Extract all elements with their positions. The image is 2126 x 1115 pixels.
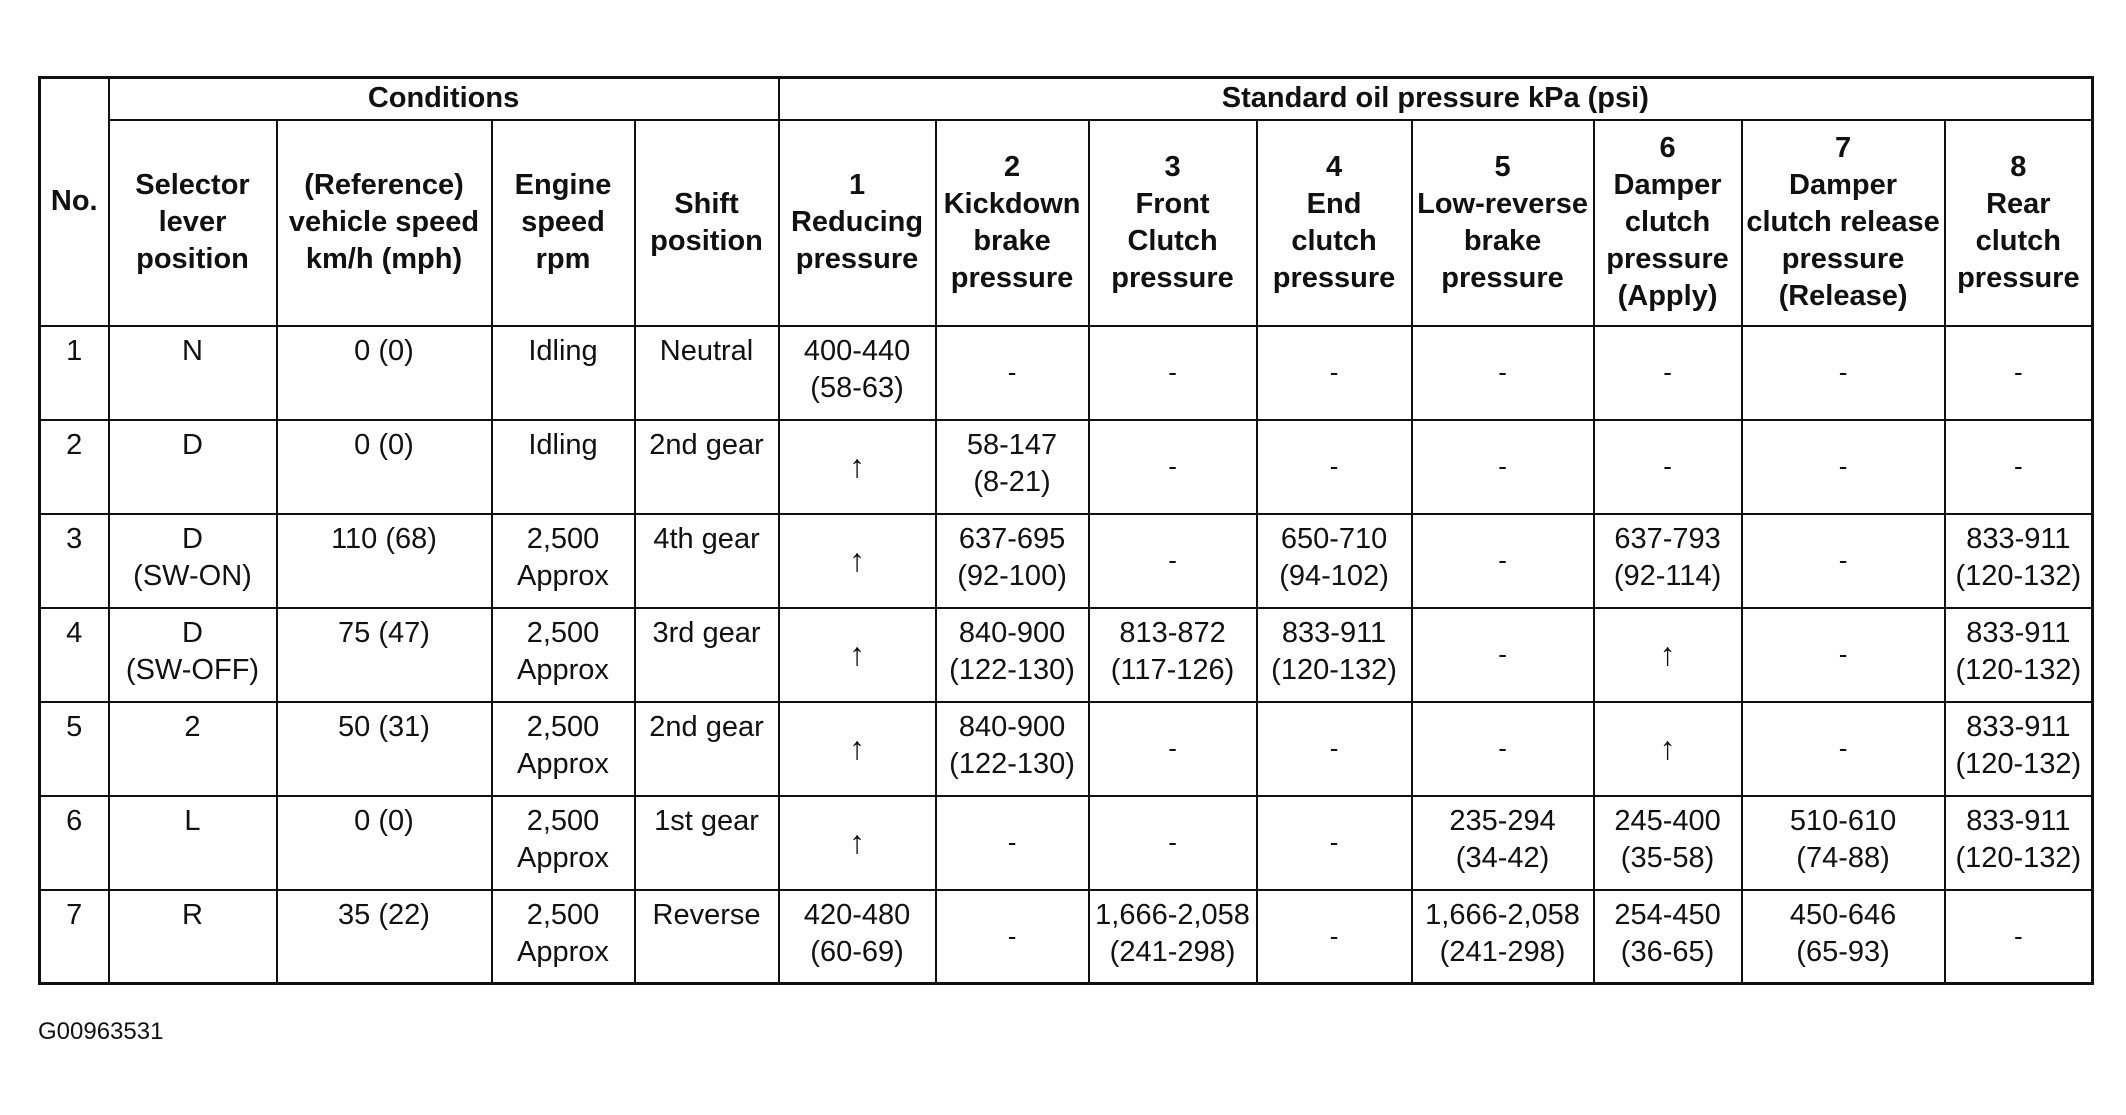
header-line: (Apply) bbox=[1617, 280, 1718, 312]
cell-line: 110 (68) bbox=[331, 522, 437, 555]
cell-line: 3 bbox=[66, 522, 83, 555]
cell-line: ↑ bbox=[849, 730, 866, 766]
cell-line: 2,500 bbox=[526, 898, 600, 931]
cell-line: 637-695 bbox=[958, 522, 1066, 555]
cell-line: 0 (0) bbox=[354, 428, 414, 461]
row-number-cell bbox=[40, 420, 109, 514]
cell-line: Approx bbox=[517, 559, 609, 592]
cell-line: - bbox=[1498, 451, 1507, 481]
cell-line: (36-65) bbox=[1620, 935, 1715, 968]
cell-line: 0 (0) bbox=[354, 334, 414, 367]
cell-line: Idling bbox=[528, 334, 598, 367]
pressure-column-header-8 bbox=[1945, 120, 2093, 326]
header-line: brake bbox=[973, 224, 1051, 257]
cell-line: (SW-ON) bbox=[133, 559, 252, 592]
cell-line: - bbox=[2014, 920, 2023, 951]
kickdown-brake-pressure-cell bbox=[936, 890, 1089, 984]
cell-line: 510-610 bbox=[1789, 804, 1897, 837]
kickdown-brake-pressure-cell bbox=[936, 420, 1089, 514]
cell-line: - bbox=[1007, 920, 1017, 951]
cell-line: Approx bbox=[517, 841, 609, 874]
vehicle-speed-cell bbox=[277, 608, 492, 702]
cell-line: 2nd gear bbox=[649, 428, 764, 461]
cell-line: ↑ bbox=[849, 448, 866, 484]
damper-clutch-apply-pressure-cell bbox=[1594, 890, 1742, 984]
rear-clutch-pressure-cell bbox=[1945, 420, 2093, 514]
selector-lever-position-cell bbox=[109, 702, 277, 796]
cell-line: (241-298) bbox=[1109, 935, 1236, 968]
cell-line: 75 (47) bbox=[338, 616, 430, 649]
cell-line: 254-450 bbox=[1614, 898, 1721, 931]
shift-position-cell bbox=[635, 420, 779, 514]
cell-line: 400-440 bbox=[803, 334, 911, 367]
end-clutch-pressure-cell bbox=[1257, 608, 1412, 702]
pressure-column-header-7 bbox=[1742, 120, 1945, 326]
pressure-column-number: 7 bbox=[1834, 132, 1852, 164]
standard-oil-pressure-group-header: Standard oil pressure kPa (psi) bbox=[779, 78, 2093, 120]
header-line: Selector bbox=[135, 169, 250, 201]
header-line: position bbox=[136, 243, 249, 275]
cell-line: 50 (31) bbox=[338, 710, 430, 743]
cell-line: Approx bbox=[517, 747, 609, 780]
rear-clutch-pressure-cell bbox=[1945, 890, 2093, 984]
cell-line: D bbox=[182, 428, 203, 461]
cell-line: - bbox=[1168, 357, 1177, 387]
cell-line: R bbox=[182, 898, 203, 931]
cell-line: - bbox=[1168, 827, 1177, 857]
cell-line: - bbox=[1329, 827, 1339, 857]
cell-line: - bbox=[1498, 733, 1507, 763]
row-number-cell bbox=[40, 890, 109, 984]
cell-line: - bbox=[1498, 545, 1507, 575]
selector-lever-position-cell bbox=[109, 890, 277, 984]
end-clutch-pressure-cell bbox=[1257, 420, 1412, 514]
rear-clutch-pressure-cell bbox=[1945, 796, 2093, 890]
cell-line: 2,500 bbox=[526, 804, 600, 837]
cell-line: - bbox=[2014, 357, 2023, 387]
cell-line: 4th gear bbox=[653, 522, 760, 555]
header-line: vehicle speed bbox=[288, 206, 480, 238]
vehicle-speed-cell bbox=[277, 796, 492, 890]
cell-line: (120-132) bbox=[1271, 653, 1397, 686]
header-line: km/h (mph) bbox=[305, 243, 463, 275]
cell-line: (74-88) bbox=[1796, 841, 1890, 874]
damper-clutch-release-pressure-cell bbox=[1742, 890, 1945, 984]
vehicle-speed-cell bbox=[277, 326, 492, 420]
end-clutch-pressure-cell bbox=[1257, 702, 1412, 796]
cell-line: (58-63) bbox=[810, 371, 904, 404]
rear-clutch-pressure-cell bbox=[1945, 608, 2093, 702]
cell-line: (241-298) bbox=[1439, 935, 1566, 968]
cell-line: Approx bbox=[517, 653, 609, 686]
table-row bbox=[40, 326, 2093, 420]
low-reverse-brake-pressure-cell bbox=[1412, 420, 1594, 514]
cell-line: (35-58) bbox=[1620, 841, 1715, 874]
header-line: pressure bbox=[950, 261, 1074, 294]
cell-line: - bbox=[1329, 920, 1339, 951]
cell-line: 1,666-2,058 bbox=[1095, 898, 1250, 931]
damper-clutch-release-pressure-cell bbox=[1742, 326, 1945, 420]
cell-line: Neutral bbox=[659, 334, 754, 367]
cell-line: 833-911 bbox=[1281, 616, 1387, 649]
vehicle-speed-cell bbox=[277, 514, 492, 608]
header-line: rpm bbox=[535, 243, 591, 275]
rear-clutch-pressure-cell bbox=[1945, 702, 2093, 796]
damper-clutch-apply-pressure-cell bbox=[1594, 514, 1742, 608]
header-line: pressure bbox=[1111, 261, 1234, 294]
cell-line: - bbox=[1168, 545, 1177, 575]
cell-line: - bbox=[1498, 357, 1507, 387]
front-clutch-pressure-cell bbox=[1089, 420, 1257, 514]
reducing-pressure-cell bbox=[779, 514, 936, 608]
cell-line: (120-132) bbox=[1955, 747, 2082, 780]
cell-line: 2,500 bbox=[526, 522, 600, 555]
rear-clutch-pressure-cell bbox=[1945, 326, 2093, 420]
engine-speed-cell bbox=[492, 890, 635, 984]
rear-clutch-pressure-cell bbox=[1945, 514, 2093, 608]
front-clutch-pressure-cell bbox=[1089, 514, 1257, 608]
header-line: lever bbox=[158, 206, 227, 238]
table-row bbox=[40, 514, 2093, 608]
pressure-column-header-4 bbox=[1257, 120, 1412, 326]
cell-line: 245-400 bbox=[1614, 804, 1721, 837]
cell-line: (120-132) bbox=[1955, 841, 2082, 874]
selector-lever-position-cell bbox=[109, 514, 277, 608]
row-number-cell bbox=[40, 608, 109, 702]
cell-line: 833-911 bbox=[1966, 804, 2071, 837]
row-number-cell bbox=[40, 702, 109, 796]
end-clutch-pressure-cell bbox=[1257, 514, 1412, 608]
engine-speed-cell bbox=[492, 702, 635, 796]
damper-clutch-release-pressure-cell bbox=[1742, 796, 1945, 890]
pressure-column-header-5 bbox=[1412, 120, 1594, 326]
low-reverse-brake-pressure-cell bbox=[1412, 326, 1594, 420]
cell-line: N bbox=[182, 334, 203, 367]
cell-line: 840-900 bbox=[958, 710, 1066, 743]
pressure-column-number: 3 bbox=[1164, 150, 1181, 183]
cell-line: (92-100) bbox=[957, 559, 1067, 592]
cell-line: - bbox=[1329, 357, 1339, 387]
shift-position-cell bbox=[635, 608, 779, 702]
reducing-pressure-cell bbox=[779, 890, 936, 984]
cell-line: 7 bbox=[66, 898, 83, 931]
cell-line: - bbox=[1838, 733, 1848, 763]
vehicle-speed-cell bbox=[277, 702, 492, 796]
cell-line: 2,500 bbox=[526, 616, 600, 649]
pressure-column-number: 1 bbox=[848, 169, 866, 201]
shift-position-header bbox=[635, 120, 779, 326]
row-number-cell bbox=[40, 796, 109, 890]
cell-line: 1st gear bbox=[654, 804, 759, 837]
cell-line: - bbox=[1329, 733, 1339, 763]
cell-line: D bbox=[182, 522, 203, 555]
damper-clutch-apply-pressure-cell bbox=[1594, 796, 1742, 890]
damper-clutch-apply-pressure-cell bbox=[1594, 608, 1742, 702]
header-line: pressure bbox=[1606, 243, 1729, 275]
header-line: Damper bbox=[1613, 169, 1722, 201]
front-clutch-pressure-cell bbox=[1089, 702, 1257, 796]
pressure-column-number: 5 bbox=[1494, 150, 1511, 183]
cell-line: - bbox=[1838, 357, 1848, 387]
cell-line: 2 bbox=[184, 710, 201, 743]
cell-line: - bbox=[2014, 451, 2023, 481]
no-column-header: No. bbox=[40, 78, 109, 326]
cell-line: 3rd gear bbox=[652, 616, 761, 649]
row-number-cell bbox=[40, 514, 109, 608]
damper-clutch-release-pressure-cell bbox=[1742, 420, 1945, 514]
header-line: pressure bbox=[1272, 261, 1396, 294]
cell-line: D bbox=[182, 616, 203, 649]
damper-clutch-release-pressure-cell bbox=[1742, 702, 1945, 796]
engine-speed-cell bbox=[492, 608, 635, 702]
selector-lever-position-cell bbox=[109, 420, 277, 514]
end-clutch-pressure-cell bbox=[1257, 796, 1412, 890]
header-line: speed bbox=[521, 206, 605, 238]
kickdown-brake-pressure-cell bbox=[936, 796, 1089, 890]
header-line: Low-reverse bbox=[1417, 187, 1588, 220]
header-line: pressure bbox=[1781, 243, 1905, 275]
cell-line: 420-480 bbox=[803, 898, 911, 931]
header-line: pressure bbox=[1957, 261, 2080, 294]
reducing-pressure-cell bbox=[779, 420, 936, 514]
table-row bbox=[40, 420, 2093, 514]
table-row bbox=[40, 608, 2093, 702]
cell-line: (60-69) bbox=[810, 935, 904, 968]
cell-line: 2 bbox=[66, 428, 83, 461]
pressure-column-header-6 bbox=[1594, 120, 1742, 326]
reducing-pressure-cell bbox=[779, 326, 936, 420]
cell-line: Approx bbox=[517, 935, 609, 968]
cell-line: - bbox=[1168, 733, 1177, 763]
cell-line: ↑ bbox=[849, 636, 866, 672]
cell-line: 0 (0) bbox=[354, 804, 414, 837]
cell-line: 58-147 bbox=[966, 428, 1058, 461]
header-line: position bbox=[650, 224, 763, 257]
cell-line: (92-114) bbox=[1613, 559, 1722, 592]
cell-line: (122-130) bbox=[949, 747, 1075, 780]
header-line: Reducing bbox=[790, 206, 924, 238]
front-clutch-pressure-cell bbox=[1089, 796, 1257, 890]
figure-id: G00963531 bbox=[38, 1018, 164, 1045]
cell-line: ↑ bbox=[849, 542, 866, 578]
cell-line: (120-132) bbox=[1955, 559, 2082, 592]
table-row bbox=[40, 796, 2093, 890]
pressure-column-number: 6 bbox=[1659, 132, 1676, 164]
cell-line: (34-42) bbox=[1455, 841, 1550, 874]
header-line: Damper bbox=[1789, 169, 1898, 201]
cell-line: 2nd gear bbox=[649, 710, 764, 743]
cell-line: 235-294 bbox=[1449, 804, 1556, 837]
header-line: Kickdown bbox=[943, 187, 1081, 220]
cell-line: 813-872 bbox=[1119, 616, 1226, 649]
damper-clutch-apply-pressure-cell bbox=[1594, 702, 1742, 796]
cell-line: ↑ bbox=[1659, 636, 1676, 672]
cell-line: 35 (22) bbox=[338, 898, 430, 931]
cell-line: 833-911 bbox=[1966, 710, 2071, 743]
cell-line: 5 bbox=[66, 710, 83, 743]
cell-line: (122-130) bbox=[949, 653, 1075, 686]
pressure-column-header-2 bbox=[936, 120, 1089, 326]
cell-line: (120-132) bbox=[1955, 653, 2082, 686]
shift-position-cell bbox=[635, 514, 779, 608]
damper-clutch-apply-pressure-cell bbox=[1594, 420, 1742, 514]
pressure-column-header-3 bbox=[1089, 120, 1257, 326]
damper-clutch-apply-pressure-cell bbox=[1594, 326, 1742, 420]
cell-line: 450-646 bbox=[1789, 898, 1897, 931]
low-reverse-brake-pressure-cell bbox=[1412, 608, 1594, 702]
cell-line: (117-126) bbox=[1110, 653, 1235, 686]
cell-line: Idling bbox=[528, 428, 598, 461]
pressure-column-header-1 bbox=[779, 120, 936, 326]
damper-clutch-release-pressure-cell bbox=[1742, 514, 1945, 608]
cell-line: - bbox=[1007, 827, 1017, 857]
kickdown-brake-pressure-cell bbox=[936, 514, 1089, 608]
header-line: clutch bbox=[1624, 206, 1711, 238]
cell-line: 840-900 bbox=[958, 616, 1066, 649]
cell-line: (8-21) bbox=[973, 465, 1051, 498]
cell-line: (65-93) bbox=[1796, 935, 1890, 968]
selector-lever-position-cell bbox=[109, 326, 277, 420]
conditions-group-header: Conditions bbox=[109, 78, 779, 120]
end-clutch-pressure-cell bbox=[1257, 890, 1412, 984]
selector-lever-position-cell bbox=[109, 796, 277, 890]
shift-position-cell bbox=[635, 326, 779, 420]
header-line: Engine bbox=[514, 169, 612, 201]
pressure-column-number: 8 bbox=[2010, 150, 2027, 183]
cell-line: 6 bbox=[66, 804, 83, 837]
header-line: End bbox=[1306, 187, 1362, 220]
cell-line: Reverse bbox=[652, 898, 761, 931]
cell-line: - bbox=[1498, 639, 1507, 669]
front-clutch-pressure-cell bbox=[1089, 326, 1257, 420]
header-line: Rear bbox=[1986, 187, 2051, 220]
cell-line: - bbox=[1329, 451, 1339, 481]
header-line: clutch release bbox=[1746, 206, 1940, 238]
kickdown-brake-pressure-cell bbox=[936, 608, 1089, 702]
cell-line: L bbox=[184, 804, 201, 837]
cell-line: 4 bbox=[66, 616, 83, 649]
cell-line: 1,666-2,058 bbox=[1425, 898, 1580, 931]
oil-pressure-specification-table-container bbox=[38, 76, 2091, 985]
cell-line: 637-793 bbox=[1614, 522, 1721, 555]
front-clutch-pressure-cell bbox=[1089, 608, 1257, 702]
engine-speed-cell bbox=[492, 326, 635, 420]
header-line: brake bbox=[1463, 224, 1542, 257]
low-reverse-brake-pressure-cell bbox=[1412, 890, 1594, 984]
engine-speed-cell bbox=[492, 420, 635, 514]
table-row bbox=[40, 702, 2093, 796]
pressure-column-number: 4 bbox=[1325, 150, 1343, 183]
cell-line: - bbox=[1168, 451, 1177, 481]
cell-line: - bbox=[1663, 357, 1672, 387]
header-line: Clutch bbox=[1127, 224, 1218, 257]
cell-line: 1 bbox=[66, 334, 83, 367]
cell-line: ↑ bbox=[1659, 730, 1676, 766]
shift-position-cell bbox=[635, 890, 779, 984]
cell-line: ↑ bbox=[849, 824, 866, 860]
vehicle-speed-cell bbox=[277, 890, 492, 984]
cell-line: 2,500 bbox=[526, 710, 600, 743]
reducing-pressure-cell bbox=[779, 796, 936, 890]
cell-line: 833-911 bbox=[1966, 522, 2071, 555]
row-number-cell bbox=[40, 326, 109, 420]
low-reverse-brake-pressure-cell bbox=[1412, 514, 1594, 608]
cell-line: - bbox=[1663, 451, 1672, 481]
header-line: Shift bbox=[674, 187, 739, 220]
low-reverse-brake-pressure-cell bbox=[1412, 796, 1594, 890]
selector-lever-position-header bbox=[109, 120, 277, 326]
vehicle-speed-header bbox=[277, 120, 492, 326]
end-clutch-pressure-cell bbox=[1257, 326, 1412, 420]
table-row bbox=[40, 890, 2093, 984]
reducing-pressure-cell bbox=[779, 702, 936, 796]
cell-line: - bbox=[1838, 639, 1848, 669]
header-line: pressure bbox=[795, 243, 919, 275]
kickdown-brake-pressure-cell bbox=[936, 702, 1089, 796]
shift-position-cell bbox=[635, 796, 779, 890]
header-line: Front bbox=[1135, 187, 1210, 220]
cell-line: - bbox=[1838, 545, 1848, 575]
table-body bbox=[40, 326, 2093, 984]
cell-line: - bbox=[1007, 357, 1017, 387]
kickdown-brake-pressure-cell bbox=[936, 326, 1089, 420]
header-line: (Release) bbox=[1778, 280, 1908, 312]
header-line: clutch bbox=[1291, 224, 1377, 257]
oil-pressure-specification-table bbox=[38, 76, 2094, 985]
engine-speed-cell bbox=[492, 514, 635, 608]
front-clutch-pressure-cell bbox=[1089, 890, 1257, 984]
cell-line: (94-102) bbox=[1279, 559, 1389, 592]
low-reverse-brake-pressure-cell bbox=[1412, 702, 1594, 796]
shift-position-cell bbox=[635, 702, 779, 796]
header-line: pressure bbox=[1441, 261, 1564, 294]
pressure-column-number: 2 bbox=[1003, 150, 1021, 183]
engine-speed-header bbox=[492, 120, 635, 326]
cell-line: - bbox=[1838, 451, 1848, 481]
reducing-pressure-cell bbox=[779, 608, 936, 702]
engine-speed-cell bbox=[492, 796, 635, 890]
header-line: clutch bbox=[1975, 224, 2062, 257]
cell-line: 650-710 bbox=[1280, 522, 1388, 555]
cell-line: 833-911 bbox=[1966, 616, 2071, 649]
selector-lever-position-cell bbox=[109, 608, 277, 702]
damper-clutch-release-pressure-cell bbox=[1742, 608, 1945, 702]
vehicle-speed-cell bbox=[277, 420, 492, 514]
cell-line: (SW-OFF) bbox=[125, 653, 260, 686]
header-line: (Reference) bbox=[304, 169, 464, 201]
